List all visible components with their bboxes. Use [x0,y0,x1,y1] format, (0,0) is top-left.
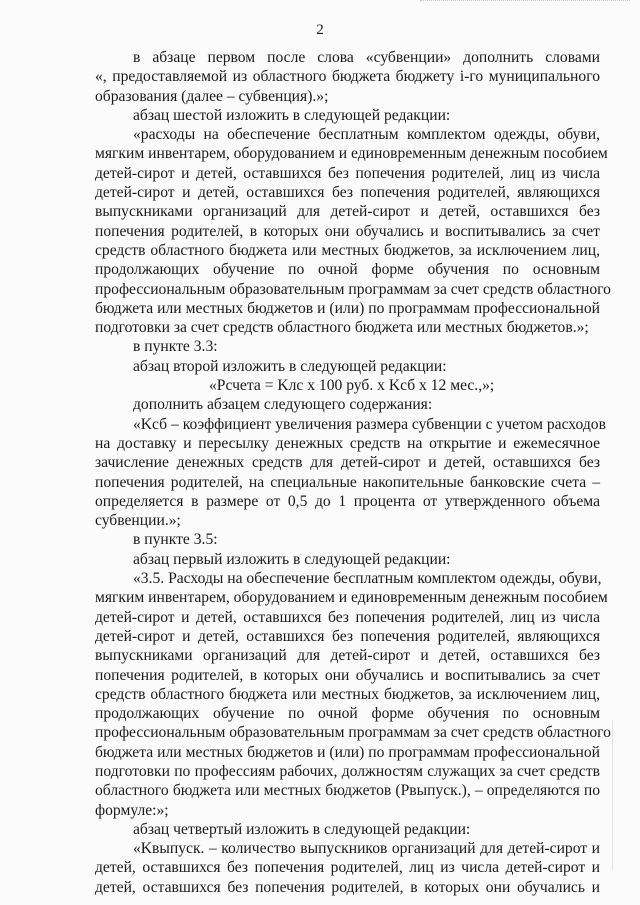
text-line: выпускниками организаций для детей-сирот и детей, оставшихся без [95,203,600,221]
text-line: мягким инвентарем, оборудованием и единовременным денежным пособием [95,145,608,163]
text-line: продолжающих обучение по очной форме обучения по основным [95,705,600,723]
text-line: детей-сирот и детей, оставшихся без попечения родителей, лиц из числа [95,164,600,182]
text-line: выпускниками организаций для детей-сирот и детей, оставшихся без [95,647,600,665]
text-line: детей-сирот и детей, оставшихся без попечения родителей, лиц из числа [95,608,600,626]
text-line: «, предоставляемой из областного бюджета бюджету i-го муниципального [95,68,600,86]
text-line: абзац второй изложить в следующей редакции: [133,357,447,375]
scan-margin-shadow [612,720,613,870]
text-line: «Kвыпуск. – количество выпускников организаций для детей-сирот и [133,840,600,858]
text-line: абзац первый изложить в следующей редакции: [133,550,451,568]
text-line: детей-сирот и детей, оставшихся без попечения родителей, являющихся [95,184,600,202]
text-line: абзац шестой изложить в следующей редакции: [133,106,451,124]
document-body [95,48,611,897]
text-line: детей, оставшихся без попечения родителей, лиц из числа детей-сирот и [95,859,600,877]
text-line: мягким инвентарем, оборудованием и единовременным денежным пособием [95,589,608,607]
text-line: в пункте 3.3: [133,338,218,356]
text-line: дополнить абзацем следующего содержания: [133,396,433,414]
text-line: профессиональным образовательным программам за счет средств областного [95,724,611,742]
text-line: в пункте 3.5: [133,531,218,549]
text-line: детей, оставшихся без попечения родителей, в которых они обучались и [95,878,600,896]
text-line: определяется в размере от 0,5 до 1 процента от утвержденного объема [95,492,600,510]
text-line: попечения родителей, в которых они обучались и воспитывались за счет [95,222,600,240]
text-line: бюджета или местных бюджетов и (или) по программам профессиональной [95,299,600,317]
text-line: «3.5. Расходы на обеспечение бесплатным комплектом одежды, обуви, [133,570,602,588]
text-line: продолжающих обучение по очной форме обучения по основным [95,261,600,279]
text-line: попечения родителей, на специальные накопительные банковские счета – [95,473,600,491]
text-line: детей-сирот и детей, оставшихся без попечения родителей, являющихся [95,627,600,645]
text-line: средств областного бюджета или местных бюджетов, за исключением лиц, [95,685,600,703]
text-line: «Pсчета = Kлс x 100 руб. x Kсб x 12 мес.,»; [209,377,495,395]
text-line: «расходы на обеспечение бесплатным комплектом одежды, обуви, [133,126,600,144]
page-number: 2 [316,22,324,38]
text-line: бюджета или местных бюджетов и (или) по программам профессиональной [95,743,600,761]
text-line: областного бюджета или местных бюджетов (Pвыпуск.), – определяются по [95,782,600,800]
text-line: формуле:»; [95,801,169,819]
text-line: на доставку и пересылку денежных средств на открытие и ежемесячное [95,434,600,452]
text-line: «Kсб – коэффициент увеличения размера субвенции с учетом расходов [133,415,606,433]
text-line: зачисление денежных средств для детей-сирот и детей, оставшихся без [95,454,600,472]
text-line: в абзаце первом после слова «субвенции» дополнить словами [133,49,600,66]
text-line: подготовки по профессиям рабочих, должностям служащих за счет средств [95,762,600,780]
text-line: профессиональным образовательным программам за счет средств областного [95,280,611,298]
text-line: средств областного бюджета или местных бюджетов, за исключением лиц, [95,241,600,259]
text-line: попечения родителей, в которых они обучались и воспитывались за счет [95,666,600,684]
text-line: абзац четвертый изложить в следующей редакции: [133,820,471,838]
scan-artifact [420,0,630,9]
text-line: образования (далее – субвенция).»; [95,87,329,105]
text-line: подготовки за счет средств областного бюджета или местных бюджетов.»; [95,319,589,337]
text-line: субвенции.»; [95,512,181,530]
